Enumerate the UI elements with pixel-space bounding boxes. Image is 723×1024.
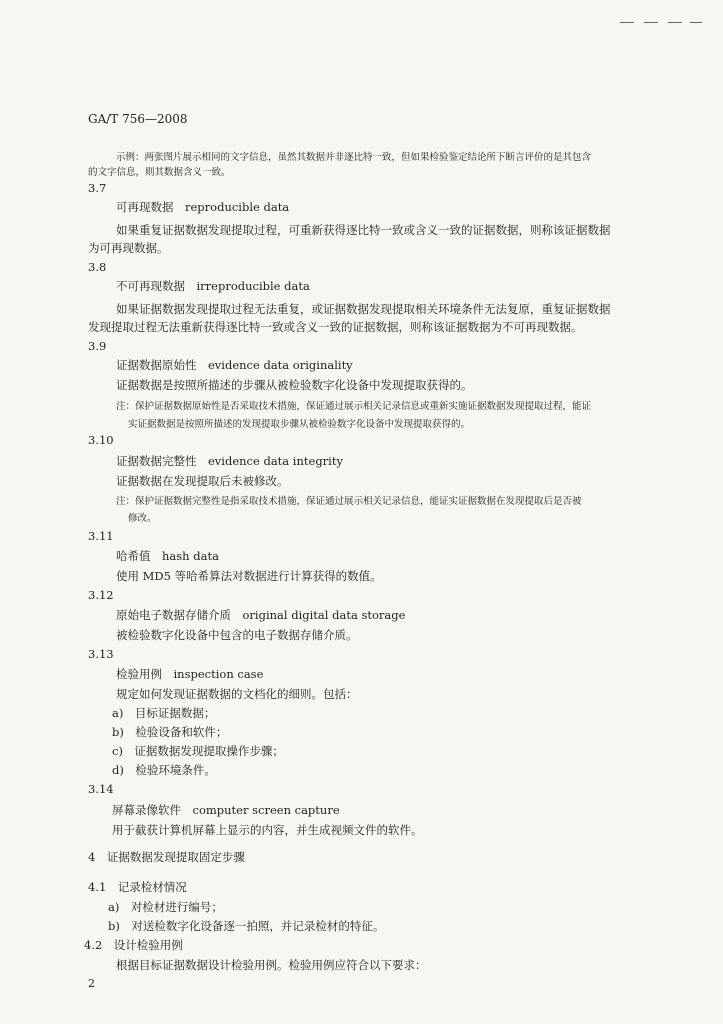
corner-dash bbox=[668, 22, 682, 23]
clause-3-9: 3.9 bbox=[88, 339, 107, 353]
clause-4-2: 4.2 设计检验用例 bbox=[84, 938, 183, 952]
def-3-7-a: 如果重复证据数据发现提取过程，可重新获得逐比特一致或含义一致的证据数据，则称该证据数据 bbox=[116, 223, 611, 237]
clause-3-7: 3.7 bbox=[88, 181, 107, 195]
clause-3-12: 3.12 bbox=[88, 588, 114, 602]
term-3-10: 证据数据完整性 evidence data integrity bbox=[116, 454, 343, 468]
def-3-8-a: 如果证据数据发现提取过程无法重复，或证据数据发现提取相关环境条件无法复原，重复证据数据 bbox=[116, 302, 611, 316]
term-3-11: 哈希值 hash data bbox=[116, 549, 219, 563]
def-3-7-b: 为可再现数据。 bbox=[88, 241, 169, 255]
corner-dash bbox=[620, 22, 634, 23]
example-line-1: 示例：两张图片展示相同的文字信息，虽然其数据并非逐比特一致，但如果检验鉴定结论所下断言评价的是其包含 bbox=[116, 152, 592, 163]
term-3-8: 不可再现数据 irreproducible data bbox=[116, 279, 310, 293]
clause-3-11: 3.11 bbox=[88, 529, 114, 543]
page-number: 2 bbox=[88, 977, 95, 990]
term-3-12: 原始电子数据存储介质 original digital data storage bbox=[116, 608, 406, 622]
note-3-9-a: 注：保护证据数据原始性是否采取技术措施，保证通过展示相关记录信息或重新实施证据数据发现提取过程，能证 bbox=[116, 401, 592, 412]
def-3-10: 证据数据在发现提取后未被修改。 bbox=[116, 474, 289, 488]
def-3-13: 规定如何发现证据数据的文档化的细则。包括： bbox=[116, 687, 358, 701]
note-3-10-b: 修改。 bbox=[128, 513, 157, 524]
note-3-10-a: 注：保护证据数据完整性是指采取技术措施，保证通过展示相关记录信息，能证实证据数据在发现提取后是否被 bbox=[116, 496, 582, 507]
term-3-7: 可再现数据 reproducible data bbox=[116, 200, 290, 214]
def-3-12: 被检验数字化设备中包含的电子数据存储介质。 bbox=[116, 628, 358, 642]
para-4-2: 根据目标证据数据设计检验用例。检验用例应符合以下要求： bbox=[116, 958, 427, 972]
item-3-13-a: a) 目标证据数据； bbox=[112, 706, 216, 720]
item-3-13-d: d) 检验环境条件。 bbox=[112, 763, 216, 777]
item-4-1-a: a) 对检材进行编号； bbox=[108, 900, 223, 914]
corner-dash bbox=[690, 22, 702, 23]
clause-4-1: 4.1 记录检材情况 bbox=[88, 880, 187, 894]
section-4: 4 证据数据发现提取固定步骤 bbox=[88, 850, 245, 864]
clause-3-10: 3.10 bbox=[88, 433, 114, 447]
term-3-14: 屏幕录像软件 computer screen capture bbox=[112, 803, 340, 817]
def-3-9: 证据数据是按照所描述的步骤从被检验数字化设备中发现提取获得的。 bbox=[116, 378, 473, 392]
example-line-2: 的文字信息，则其数据含义一致。 bbox=[88, 167, 231, 178]
def-3-8-b: 发现提取过程无法重新获得逐比特一致或含义一致的证据数据，则称该证据数据为不可再现数据。 bbox=[88, 320, 583, 334]
item-3-13-c: c) 证据数据发现提取操作步骤； bbox=[112, 744, 284, 758]
note-3-9-b: 实证据数据是按照所描述的发现提取步骤从被检验数字化设备中发现提取获得的。 bbox=[128, 419, 471, 430]
def-3-11: 使用 MD5 等哈希算法对数据进行计算获得的数值。 bbox=[116, 569, 382, 583]
corner-dash bbox=[644, 22, 658, 23]
item-3-13-b: b) 检验设备和软件； bbox=[112, 725, 228, 739]
item-4-1-b: b) 对送检数字化设备逐一拍照，并记录检材的特征。 bbox=[108, 919, 385, 933]
def-3-14: 用于截获计算机屏幕上显示的内容，并生成视频文件的软件。 bbox=[112, 823, 423, 837]
clause-3-13: 3.13 bbox=[88, 647, 114, 661]
term-3-9: 证据数据原始性 evidence data originality bbox=[116, 358, 353, 372]
standard-header: GA/T 756—2008 bbox=[88, 112, 188, 126]
clause-3-8: 3.8 bbox=[88, 260, 107, 274]
term-3-13: 检验用例 inspection case bbox=[116, 667, 264, 681]
clause-3-14: 3.14 bbox=[88, 782, 114, 796]
